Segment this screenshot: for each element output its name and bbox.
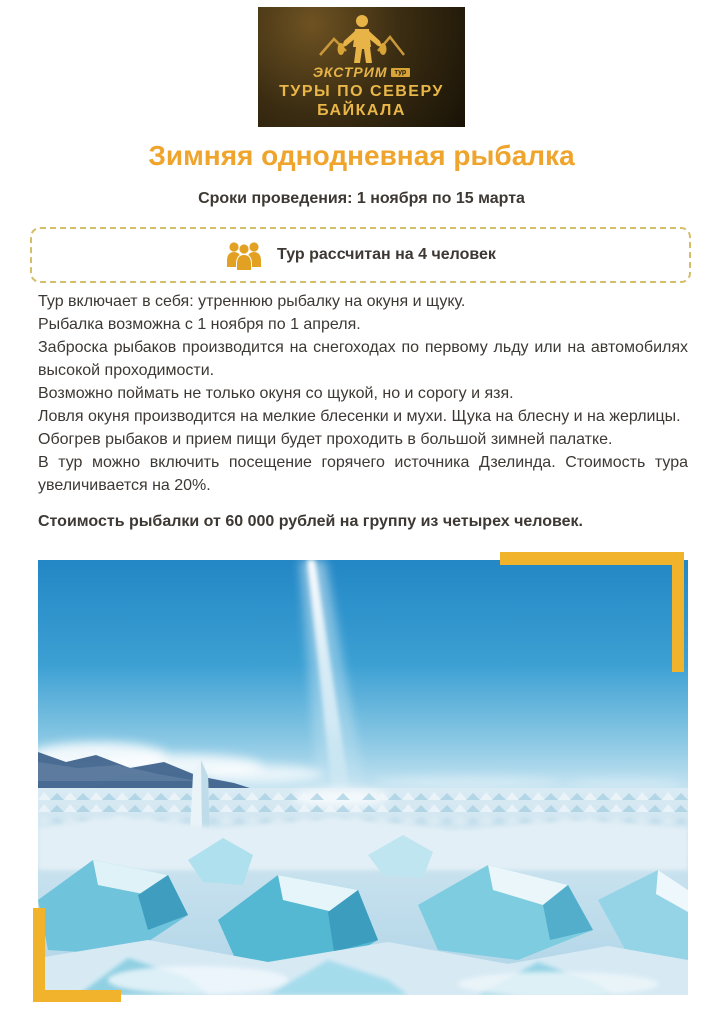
logo-brand-text: ЭКСТРИМ bbox=[312, 64, 388, 80]
logo-line2: БАЙКАЛА bbox=[317, 102, 406, 119]
paragraph: Обогрев рыбаков и прием пищи будет проходить в большой зимней палатке. bbox=[38, 431, 613, 448]
group-people-icon bbox=[225, 239, 263, 271]
capacity-label: Тур рассчитан на 4 человек bbox=[277, 246, 496, 263]
photo-corner-frame-bottom-left bbox=[33, 908, 121, 1002]
paragraph: Рыбалка возможна с 1 ноября по 1 апреля. bbox=[38, 316, 361, 333]
fisherman-mountains-icon bbox=[314, 11, 410, 72]
page-title: Зимняя однодневная рыбалка bbox=[148, 140, 575, 171]
photo-corner-frame-top-right bbox=[500, 552, 684, 672]
brand-logo bbox=[258, 7, 465, 127]
tour-description bbox=[38, 290, 688, 533]
paragraph: Ловля окуня производится на мелкие блесенки и мухи. Щука на блесну и на жерлицы. bbox=[38, 408, 681, 425]
price-line: Стоимость рыбалки от 60 000 рублей на группу из четырех человек. bbox=[38, 513, 583, 530]
paragraph: Заброска рыбаков производится на снегоходах по первому льду или на автомобилях высокой проходимости. bbox=[38, 339, 688, 379]
logo-line1: ТУРЫ ПО СЕВЕРУ bbox=[279, 83, 444, 100]
capacity-box bbox=[30, 227, 691, 283]
logo-badge: тур bbox=[391, 68, 411, 77]
paragraph: Возможно поймать не только окуня со щукой, но и сорогу и язя. bbox=[38, 385, 514, 402]
paragraph: В тур можно включить посещение горячего источника Дзелинда. Стоимость тура увеличивается на 20%. bbox=[38, 454, 688, 494]
paragraph: Тур включает в себя: утреннюю рыбалку на окуня и щуку. bbox=[38, 293, 466, 310]
tour-dates-line: Сроки проведения: 1 ноября по 15 марта bbox=[198, 190, 525, 207]
